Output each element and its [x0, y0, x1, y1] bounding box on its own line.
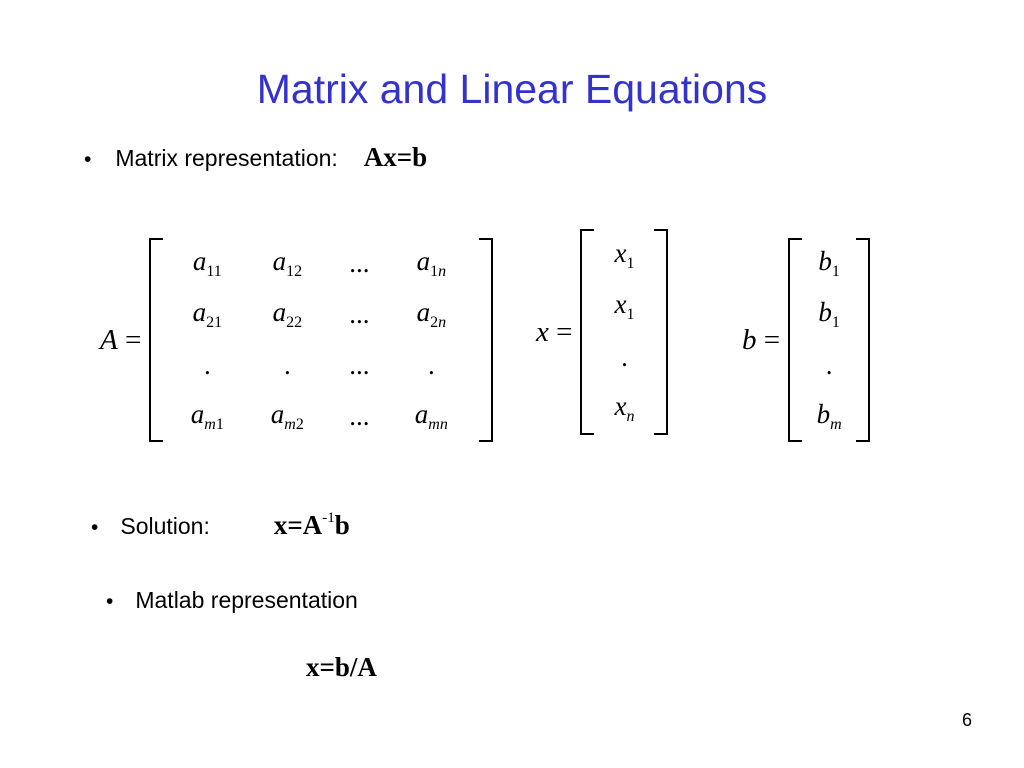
matrix-a-cell: $a_{m1}$: [190, 399, 224, 433]
right-bracket: [479, 238, 493, 442]
matrix-b-cell: $b_1$: [818, 297, 840, 331]
left-bracket: [580, 229, 594, 435]
matrix-a-cell: $a_{11}$: [192, 246, 222, 280]
equation-matlab: x=b/A: [306, 652, 377, 682]
matrix-b-cell: $b_1$: [818, 246, 840, 280]
matrix-x-cell: $x_1$: [614, 238, 635, 272]
matrix-b-cell: .: [825, 350, 833, 380]
matrix-a-cell: .: [283, 350, 291, 380]
vector-x-label: x =: [536, 315, 573, 348]
bullet-text: Matlab representation: [135, 587, 358, 613]
matrix-a-cell: .: [427, 350, 435, 380]
matrix-a-cell: $a_{mn}$: [414, 399, 448, 433]
matrix-a-cell: ...: [349, 299, 370, 329]
matrix-a-cell: ...: [349, 350, 370, 380]
matrix-x-cell: $x_1$: [614, 289, 635, 323]
matrix-a-cell: $a_{22}$: [272, 297, 303, 331]
vector-b-grid: [802, 238, 856, 442]
matrix-a-cell: $a_{1n}$: [416, 246, 447, 280]
left-bracket: [788, 238, 802, 442]
matrix-a-cell: $a_{m2}$: [270, 399, 304, 433]
bullet-marker: •: [91, 516, 99, 539]
matrix-a-grid: [163, 238, 479, 442]
bullet-marker: •: [106, 590, 114, 613]
bullet-marker: •: [84, 148, 92, 171]
matrix-x-cell: $x_n$: [614, 391, 635, 425]
matrix-a-label: A =: [100, 323, 142, 356]
matrix-a-cell: ...: [349, 401, 370, 431]
right-bracket: [654, 229, 668, 435]
bullet-matlab-representation: [106, 587, 358, 614]
matrix-a-cell: $a_{21}$: [192, 297, 223, 331]
matrix-a-cell: $a_{2n}$: [416, 297, 447, 331]
matrix-a-cell: $a_{12}$: [272, 246, 303, 280]
slide-title: Matrix and Linear Equations: [256, 66, 768, 112]
matrix-x-cell: .: [621, 342, 628, 372]
vector-x-equation: [536, 229, 668, 435]
matrix-a-cell: .: [203, 350, 211, 380]
left-bracket: [149, 238, 163, 442]
vector-b-equation: [742, 238, 870, 442]
right-bracket: [856, 238, 870, 442]
bullet-matrix-representation: [84, 142, 427, 173]
matrix-a-cell: ...: [349, 248, 370, 278]
equation-solution: $x=A^{-1}b$: [273, 510, 350, 540]
equation-ax-b: Ax=b: [363, 142, 428, 172]
page-number: 6: [961, 710, 972, 730]
vector-x-grid: [594, 230, 654, 434]
bullet-text: Matrix representation:: [115, 145, 338, 171]
vector-b-label: b =: [742, 323, 781, 356]
matrix-b-cell: $b_m$: [816, 399, 842, 433]
matrix-a-equation: [100, 238, 493, 442]
bullet-text: Solution:: [120, 513, 210, 539]
bullet-solution: [91, 510, 350, 541]
